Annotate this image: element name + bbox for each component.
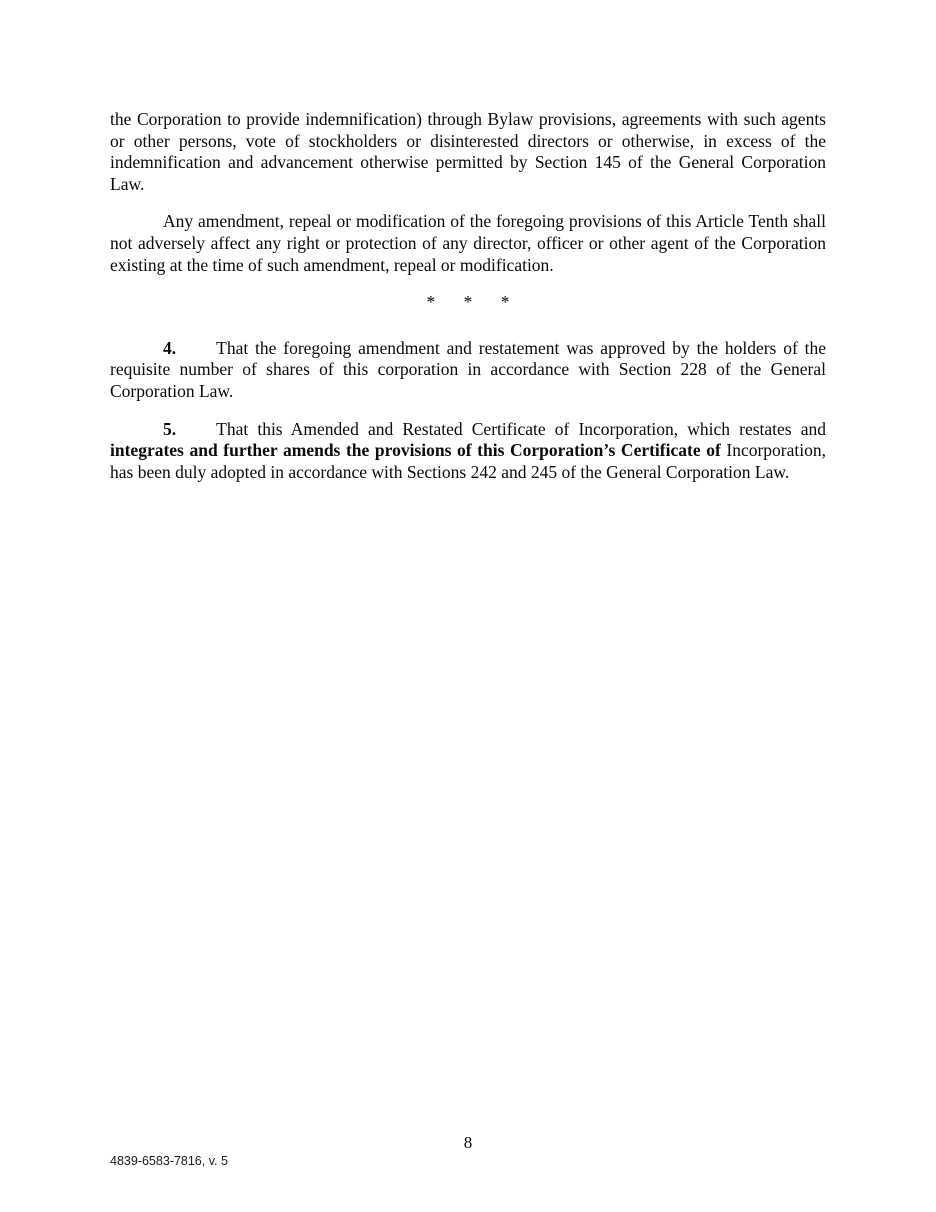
- item-5-text-regular: That this Amended and Restated Certificate of Incorporation, which restates and: [216, 418, 826, 439]
- item-5-number: 5.: [163, 418, 177, 439]
- page-number: 8: [463, 1133, 473, 1152]
- section-separator: * * *: [426, 292, 510, 313]
- paragraph-indemnification-continuation: the Corporation to provide indemnification) through Bylaw provisions, agreements with such agents or other persons, vote of stockholders or disinterested directors or otherwise, in excess of the indemnification and advancement otherwise permitted by Section 145 of the General Corporation Law.: [110, 109, 826, 194]
- paragraph-item-5: [110, 419, 826, 484]
- item-5-text-bold: integrates and further amends the provisions of this Corporation’s Certificate of: [110, 440, 727, 461]
- paragraph-amendment-effect: Any amendment, repeal or modification of the foregoing provisions of this Article Tenth shall not adversely affect any right or protection of any director, officer or other agent of the Corporation existing at the time of such amendment, repeal or modification.: [110, 211, 826, 275]
- paragraph-item-4: [110, 338, 826, 403]
- item-4-number: 4.: [163, 337, 177, 358]
- item-4-text: That the foregoing amendment and restatement was approved by the holders of the requisite number of shares of this corporation in accordance with Section 228 of the General Corporation Law.: [110, 337, 826, 401]
- document-body: [110, 109, 826, 499]
- document-id-footer: 4839-6583-7816, v. 5: [110, 1154, 228, 1168]
- item-5-text-regular-end: Incorporation, has been duly adopted in accordance with Sections 242 and 245 of the General Corporation Law.: [110, 440, 826, 482]
